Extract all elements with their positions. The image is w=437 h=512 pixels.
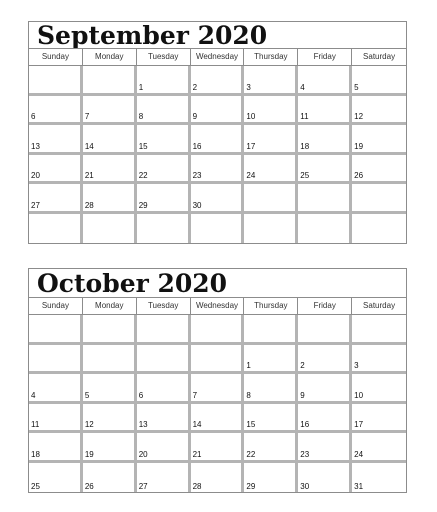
day-cell xyxy=(298,96,352,126)
day-cell xyxy=(352,96,406,126)
day-cell xyxy=(352,155,406,185)
day-cell xyxy=(29,433,83,463)
day-number: 28 xyxy=(192,482,202,491)
day-number: 25 xyxy=(31,482,40,491)
september-calendar xyxy=(28,21,407,244)
day-number: 24 xyxy=(354,449,364,459)
day-number: 17 xyxy=(354,420,364,429)
day-number: 5 xyxy=(84,390,90,400)
day-cell xyxy=(137,214,191,244)
day-cell xyxy=(244,374,298,404)
day-cell xyxy=(137,463,191,493)
day-number: 23 xyxy=(300,449,310,459)
day-cell xyxy=(191,125,245,155)
day-number: 7 xyxy=(192,390,198,400)
day-cell xyxy=(83,404,137,434)
day-number: 31 xyxy=(354,482,364,491)
day-cell xyxy=(191,374,245,404)
day-cell xyxy=(83,214,137,244)
weekday-label: Saturday xyxy=(363,52,396,61)
day-number: 21 xyxy=(192,449,202,459)
october-calendar xyxy=(28,268,407,493)
day-grid xyxy=(29,66,406,243)
day-number: 18 xyxy=(300,141,310,151)
weekday-label: Thursday xyxy=(244,298,298,314)
weekday-label: Sunday xyxy=(29,49,83,65)
day-number: 22 xyxy=(246,449,256,459)
day-number: 16 xyxy=(192,141,202,151)
day-cell xyxy=(83,315,137,345)
day-cell xyxy=(352,214,406,244)
day-cell xyxy=(244,125,298,155)
weekday-label: Wednesday xyxy=(191,298,245,314)
day-cell xyxy=(29,155,83,185)
day-cell xyxy=(191,463,245,493)
day-number: 16 xyxy=(300,420,310,429)
day-grid xyxy=(29,315,406,492)
weekday-label: Friday xyxy=(298,298,352,314)
day-cell xyxy=(83,96,137,126)
day-cell xyxy=(191,96,245,126)
day-cell xyxy=(244,463,298,493)
weekday-label: Monday xyxy=(83,49,137,65)
day-number: 10 xyxy=(354,390,364,400)
weekday-label: Tuesday xyxy=(137,49,191,65)
day-cell xyxy=(83,125,137,155)
day-cell xyxy=(352,463,406,493)
day-cell xyxy=(352,433,406,463)
day-number: 29 xyxy=(246,482,256,491)
day-number: 19 xyxy=(84,449,94,459)
day-cell xyxy=(191,404,245,434)
weekday-label: Wednesday xyxy=(191,49,245,65)
day-cell xyxy=(137,66,191,96)
day-cell xyxy=(298,404,352,434)
day-cell xyxy=(298,315,352,345)
day-number: 26 xyxy=(84,482,94,491)
day-number: 11 xyxy=(300,112,309,121)
day-cell xyxy=(298,214,352,244)
day-number: 30 xyxy=(192,200,202,210)
day-number: 13 xyxy=(138,420,148,429)
day-number: 28 xyxy=(84,200,94,210)
day-cell xyxy=(137,345,191,375)
day-cell xyxy=(137,155,191,185)
day-cell xyxy=(298,125,352,155)
day-cell xyxy=(29,374,83,404)
day-number: 9 xyxy=(192,112,198,121)
day-cell xyxy=(191,214,245,244)
day-number: 15 xyxy=(246,420,256,429)
day-number: 13 xyxy=(31,141,40,151)
day-number: 1 xyxy=(138,82,144,92)
weekday-label: Monday xyxy=(83,298,137,314)
weekday-label: Friday xyxy=(298,49,352,65)
day-number: 24 xyxy=(246,171,256,180)
day-number: 2 xyxy=(300,361,305,370)
calendar-title: October 2020 xyxy=(29,269,406,298)
day-cell xyxy=(137,125,191,155)
day-number: 22 xyxy=(138,171,148,180)
weekday-label: Saturday xyxy=(363,301,396,310)
day-number: 23 xyxy=(192,171,202,180)
day-cell xyxy=(298,374,352,404)
day-cell xyxy=(137,374,191,404)
day-cell xyxy=(191,66,245,96)
day-cell xyxy=(298,433,352,463)
day-number: 14 xyxy=(192,420,202,429)
day-cell xyxy=(244,155,298,185)
day-cell xyxy=(352,315,406,345)
day-number: 25 xyxy=(300,171,310,180)
day-number: 11 xyxy=(31,420,40,429)
day-cell xyxy=(244,315,298,345)
day-cell xyxy=(298,66,352,96)
day-number: 29 xyxy=(138,200,148,210)
day-cell xyxy=(137,96,191,126)
day-number: 5 xyxy=(354,82,359,92)
day-number: 3 xyxy=(246,82,251,92)
day-cell xyxy=(298,345,352,375)
day-cell xyxy=(83,345,137,375)
day-number: 15 xyxy=(138,141,148,151)
day-cell xyxy=(29,184,83,214)
day-cell xyxy=(29,315,83,345)
day-cell xyxy=(244,96,298,126)
weekday-label: Tuesday xyxy=(137,298,191,314)
day-cell xyxy=(137,404,191,434)
day-cell xyxy=(191,345,245,375)
day-number: 4 xyxy=(300,82,305,92)
weekday-header-row xyxy=(29,49,406,66)
day-number: 27 xyxy=(31,200,40,210)
day-cell xyxy=(352,345,406,375)
day-cell xyxy=(29,463,83,493)
day-cell xyxy=(83,184,137,214)
day-cell xyxy=(298,184,352,214)
day-cell xyxy=(29,66,83,96)
day-cell xyxy=(244,433,298,463)
day-cell xyxy=(352,374,406,404)
day-cell xyxy=(83,433,137,463)
day-cell xyxy=(191,433,245,463)
day-number: 26 xyxy=(354,171,364,180)
day-cell xyxy=(244,184,298,214)
day-number: 12 xyxy=(354,112,364,121)
day-cell xyxy=(29,214,83,244)
day-cell xyxy=(352,125,406,155)
day-number: 30 xyxy=(300,482,310,491)
day-number: 3 xyxy=(354,361,359,370)
day-number: 8 xyxy=(138,112,144,121)
day-number: 21 xyxy=(84,171,94,180)
day-cell xyxy=(83,374,137,404)
day-number: 17 xyxy=(246,141,256,151)
day-cell xyxy=(244,66,298,96)
day-number: 27 xyxy=(138,482,148,491)
day-cell xyxy=(298,155,352,185)
day-cell xyxy=(29,404,83,434)
day-cell xyxy=(29,96,83,126)
day-cell xyxy=(137,315,191,345)
day-number: 9 xyxy=(300,390,305,400)
day-cell xyxy=(244,214,298,244)
day-number: 8 xyxy=(246,390,251,400)
day-number: 7 xyxy=(84,112,90,121)
day-cell xyxy=(83,463,137,493)
weekday-label: Thursday xyxy=(244,49,298,65)
day-number: 10 xyxy=(246,112,256,121)
day-number: 4 xyxy=(31,390,36,400)
day-number: 6 xyxy=(138,390,144,400)
day-cell xyxy=(352,404,406,434)
day-number: 19 xyxy=(354,141,364,151)
weekday-label: Sunday xyxy=(29,298,83,314)
day-cell xyxy=(83,66,137,96)
day-number: 2 xyxy=(192,82,198,92)
day-cell xyxy=(352,184,406,214)
day-number: 18 xyxy=(31,449,40,459)
day-cell xyxy=(244,404,298,434)
day-number: 14 xyxy=(84,141,94,151)
day-cell xyxy=(191,155,245,185)
day-cell xyxy=(298,463,352,493)
day-number: 1 xyxy=(246,361,251,370)
day-cell xyxy=(137,184,191,214)
day-number: 20 xyxy=(138,449,148,459)
weekday-header-row xyxy=(29,298,406,315)
day-number: 6 xyxy=(31,112,36,121)
day-cell xyxy=(29,125,83,155)
calendar-title: September 2020 xyxy=(29,22,406,49)
day-cell xyxy=(83,155,137,185)
day-cell xyxy=(352,66,406,96)
day-cell xyxy=(191,184,245,214)
day-cell xyxy=(244,345,298,375)
day-cell xyxy=(191,315,245,345)
day-cell xyxy=(29,345,83,375)
day-number: 20 xyxy=(31,171,40,180)
day-number: 12 xyxy=(84,420,94,429)
day-cell xyxy=(137,433,191,463)
